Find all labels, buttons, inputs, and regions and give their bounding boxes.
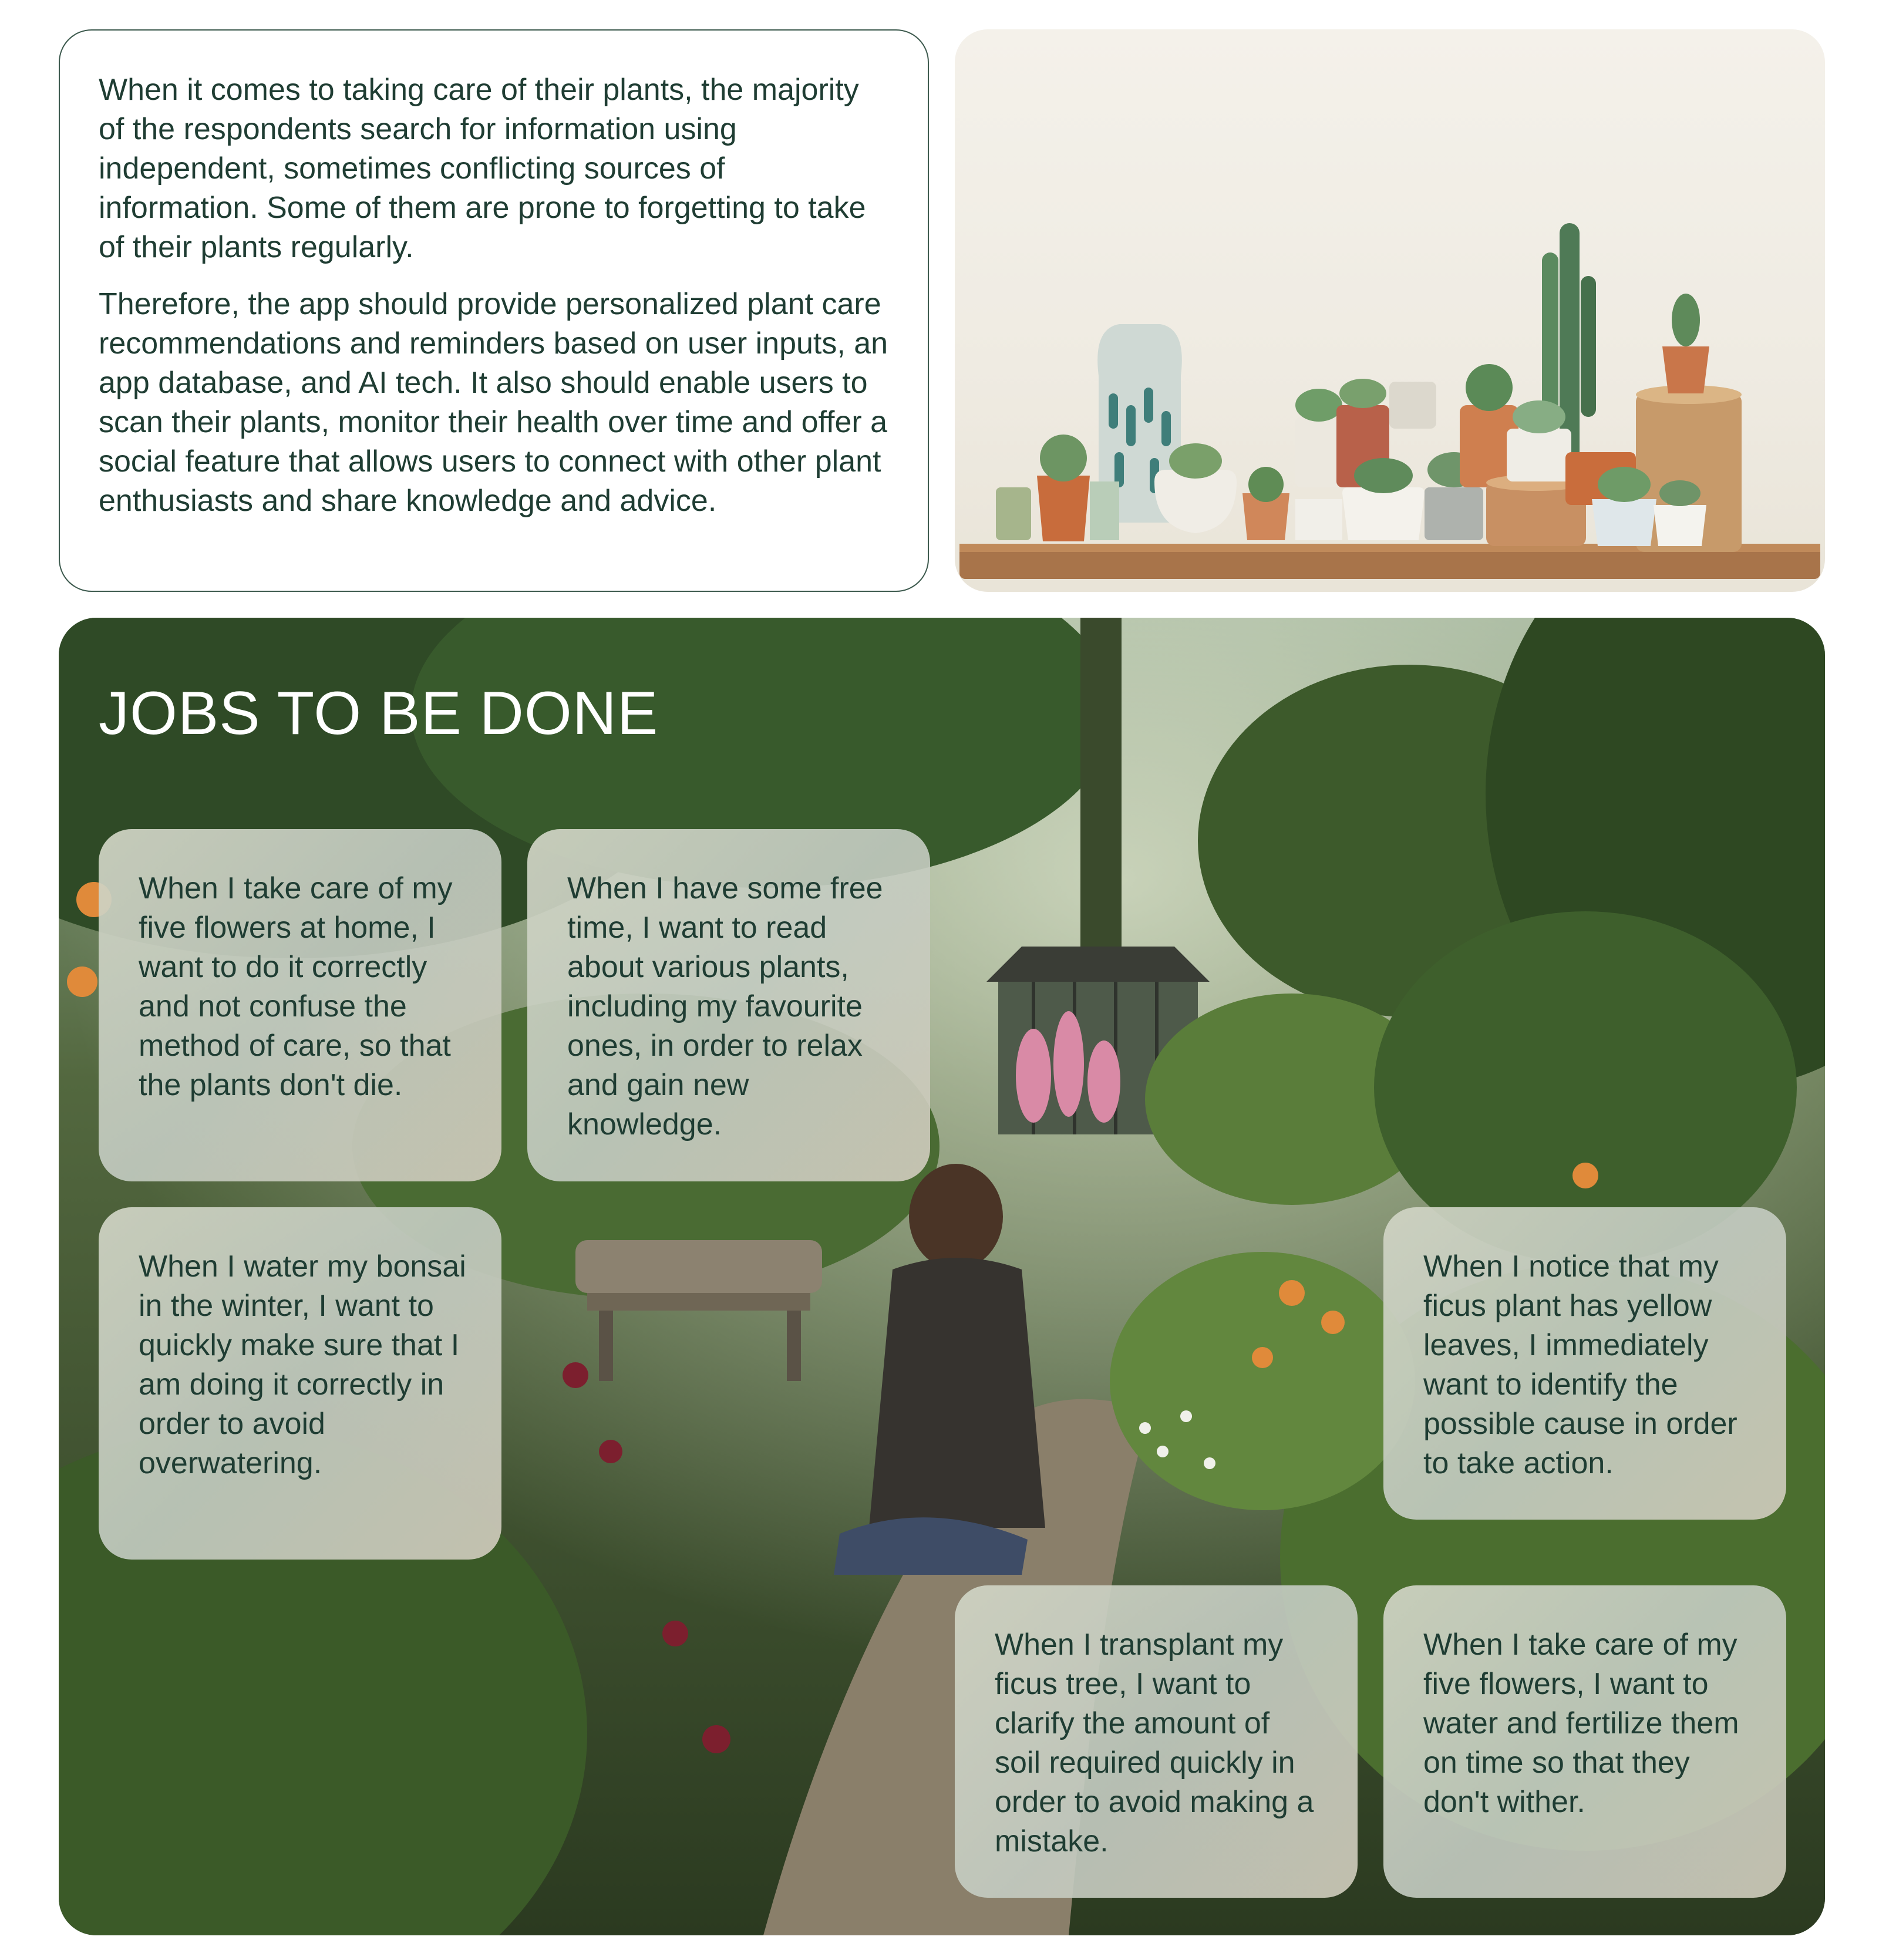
job-card-text: When I notice that my ficus plant has yellow leaves, I immediately want to identify the possible cause in order to take action. bbox=[1423, 1250, 1737, 1480]
cacti-shelf-illustration bbox=[955, 29, 1825, 592]
job-card-free-time-reading bbox=[527, 829, 930, 1181]
research-summary-card bbox=[59, 29, 929, 592]
jobs-to-be-done-section bbox=[59, 618, 1825, 1935]
job-card-text: When I water my bonsai in the winter, I want to quickly make sure that I am doing it correctly in order to avoid overwatering. bbox=[139, 1250, 466, 1480]
job-card-bonsai-watering bbox=[99, 1207, 501, 1560]
job-card-flowers-correct-care bbox=[99, 829, 501, 1181]
job-card-text: When I have some free time, I want to read about various plants, including my favourite ones, in order to relax and gain new knowledge. bbox=[567, 871, 883, 1141]
job-card-text: When I take care of my five flowers, I want to water and fertilize them on time so that they don't wither. bbox=[1423, 1628, 1739, 1819]
job-card-ficus-yellow-leaves bbox=[1383, 1207, 1786, 1520]
jobs-section-title: JOBS TO BE DONE bbox=[99, 679, 659, 747]
cacti-shelf-photo bbox=[955, 29, 1825, 592]
job-card-ficus-transplant bbox=[955, 1585, 1358, 1898]
summary-paragraph-recommendation: Therefore, the app should provide personalized plant care recommendations and reminders based on user inputs, an app database, and AI tech. It also should enable users to scan their plants, monitor their health over time and offer a social feature that allows users to connect with other plant enthusiasts and share knowledge and advice. bbox=[99, 287, 888, 518]
job-card-text: When I transplant my ficus tree, I want to clarify the amount of soil required quickly in order to avoid making a mistake. bbox=[995, 1628, 1314, 1858]
job-card-text: When I take care of my five flowers at home, I want to do it correctly and not confuse the method of care, so that the plants don't die. bbox=[139, 871, 453, 1102]
summary-paragraph-findings: When it comes to taking care of their plants, the majority of the respondents search for information using independent, sometimes conflicting sources of information. Some of them are prone to forgetting to take of their plants regularly. bbox=[99, 73, 866, 264]
job-card-water-fertilize bbox=[1383, 1585, 1786, 1898]
